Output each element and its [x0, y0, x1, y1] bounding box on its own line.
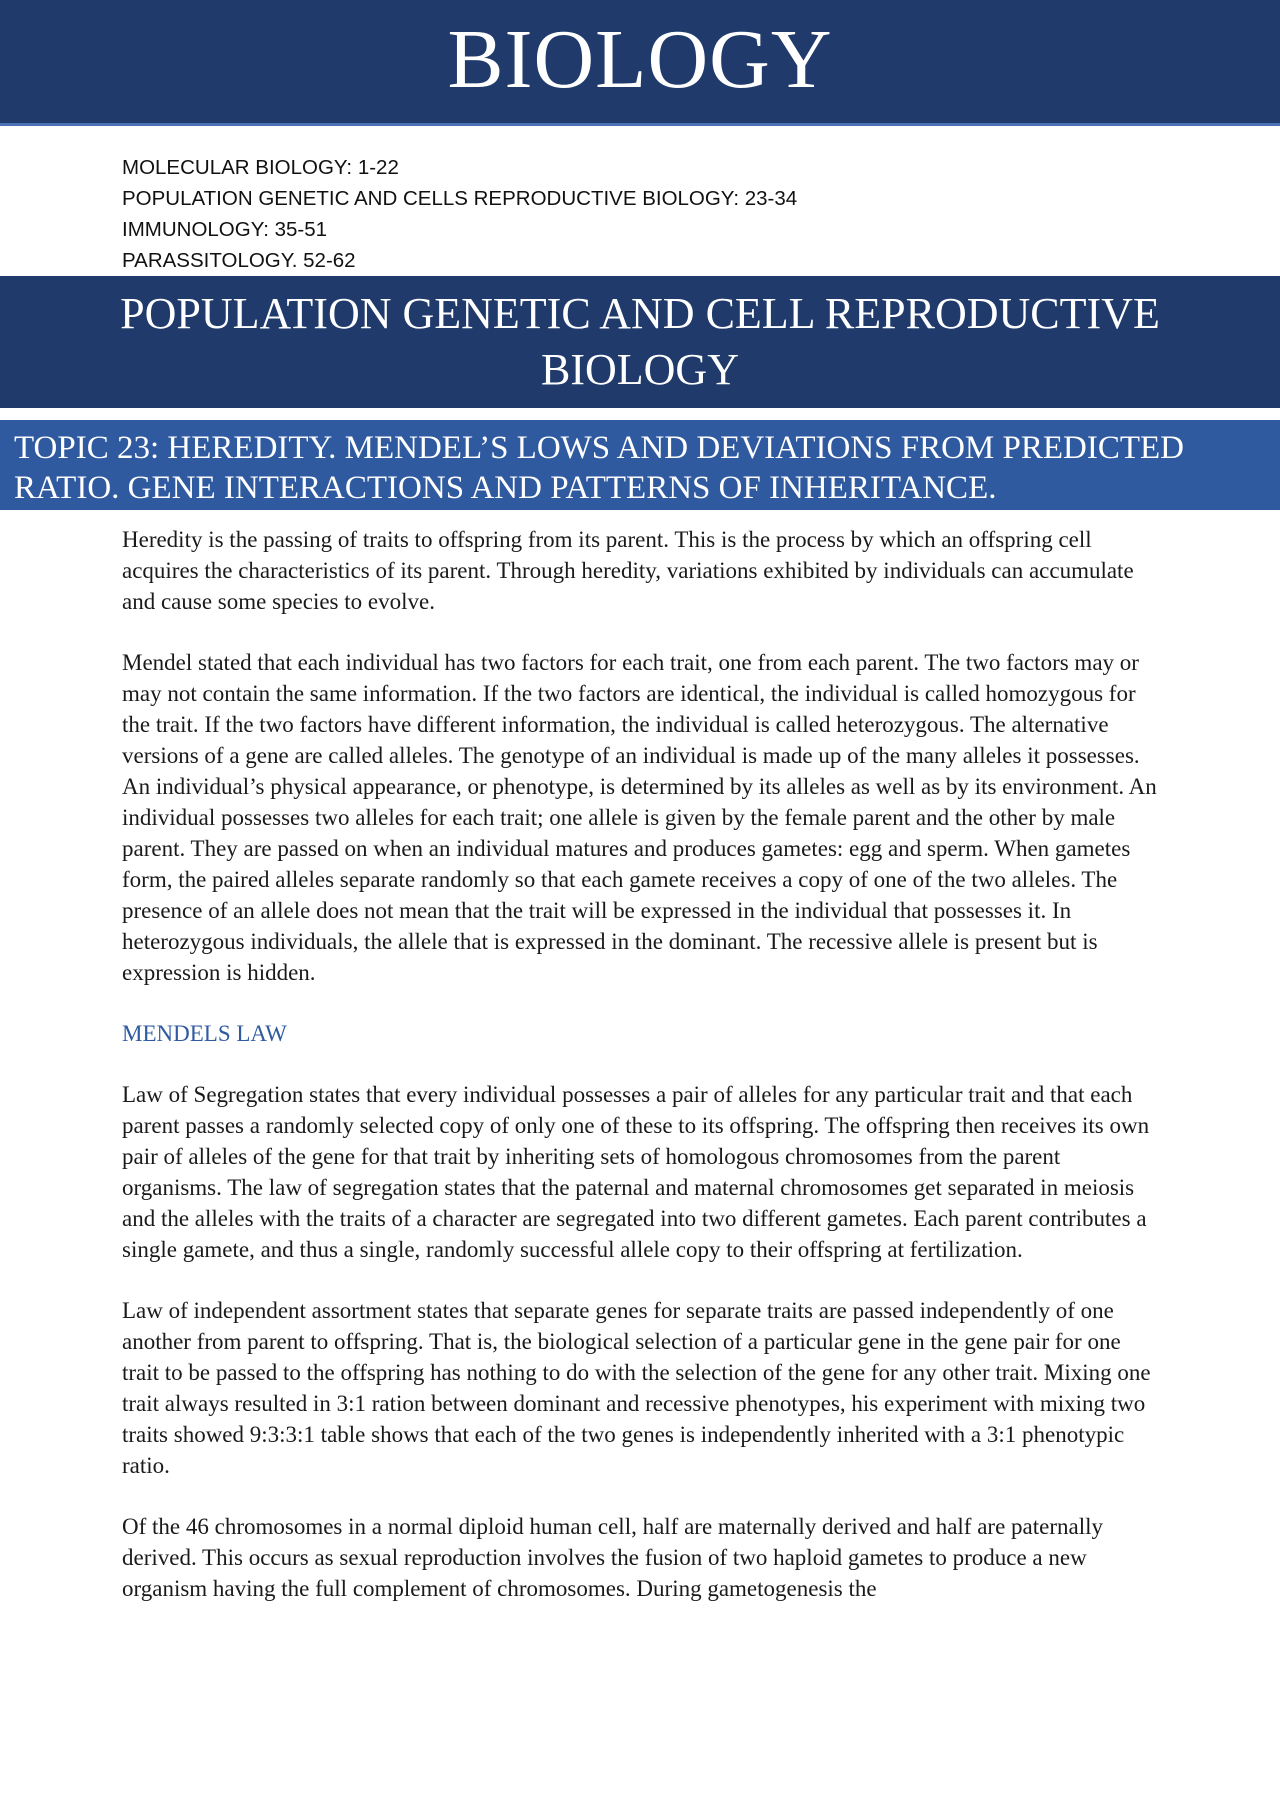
- section-title-line-2: BIOLOGY: [541, 345, 739, 394]
- paragraph-law-of-independent-assortment: Law of independent assortment states that separate genes for separate traits are passed independently of one another from parent to offspring. That is, the biological selection of a particular gene in the gene pair for one trait to be passed to the offspring has nothing to do with the selection of the gene for any other trait. Mixing one trait always resulted in 3:1 ration between dominant and recessive phenotypes, his experiment with mixing two traits showed 9:3:3:1 table shows that each of the two genes is independently inherited with a 3:1 phenotypic ratio.: [122, 1298, 1151, 1478]
- section-title-line-1: POPULATION GENETIC AND CELL REPRODUCTIVE: [120, 289, 1160, 338]
- subheading-mendels-law: MENDELS LAW: [122, 1021, 287, 1046]
- document-title-banner: [0, 0, 1280, 126]
- topic-heading: TOPIC 23: HEREDITY. MENDEL’S LOWS AND DEVIATIONS FROM PREDICTED RATIO. GENE INTERACTIONS AND PATTERNS OF INHERITANCE.: [14, 430, 1185, 506]
- toc-entry-immunology: IMMUNOLOGY: 35-51: [122, 218, 328, 241]
- paragraph-law-of-segregation: Law of Segregation states that every individual possesses a pair of alleles for any particular trait and that each parent passes a randomly selected copy of only one of these to its offspring. The offspring then receives its own pair of alleles of the gene for that trait by inheriting sets of homologous chromosomes from the parent organisms. The law of segregation states that the paternal and maternal chromosomes get separated in meiosis and the alleles with the traits of a character are segregated into two different gametes. Each parent contributes a single gamete, and thus a single, randomly successful allele copy to their offspring at fertilization.: [122, 1082, 1150, 1262]
- paragraph-heredity: Heredity is the passing of traits to offspring from its parent. This is the process by which an offspring cell acquires the characteristics of its parent. Through heredity, variations exhibited by individuals can accumulate and cause some species to evolve.: [122, 527, 1134, 614]
- section-title-banner: [0, 276, 1280, 408]
- toc-entry-population-genetic: POPULATION GENETIC AND CELLS REPRODUCTIVE BIOLOGY: 23-34: [122, 187, 798, 210]
- table-of-contents: [122, 152, 797, 276]
- paragraph-mendel-factors: Mendel stated that each individual has two factors for each trait, one from each parent. The two factors may or may not contain the same information. If the two factors are identical, the individual is called homozygous for the trait. If the two factors have different information, the individual is called heterozygous. The alternative versions of a gene are called alleles. The genotype of an individual is made up of the many alleles it possesses. An individual’s physical appearance, or phenotype, is determined by its alleles as well as by its environment. An individual possesses two alleles for each trait; one allele is given by the female parent and the other by male parent. They are passed on when an individual matures and produces gametes: egg and sperm. When gametes form, the paired alleles separate randomly so that each gamete receives a copy of one of the two alleles. The presence of an allele does not mean that the trait will be expressed in the individual that possesses it. In heterozygous individuals, the allele that is expressed in the dominant. The recessive allele is present but is expression is hidden.: [122, 650, 1157, 985]
- toc-entry-molecular-biology: MOLECULAR BIOLOGY: 1-22: [122, 156, 399, 179]
- document-title: BIOLOGY: [447, 13, 833, 106]
- body-content: [122, 524, 1162, 1634]
- toc-entry-parasitology: PARASSITOLOGY. 52-62: [122, 249, 356, 272]
- topic-heading-banner: [0, 420, 1280, 510]
- paragraph-chromosomes: Of the 46 chromosomes in a normal diploid human cell, half are maternally derived and half are paternally derived. This occurs as sexual reproduction involves the fusion of two haploid gametes to produce a new organism having the full complement of chromosomes. During gametogenesis the: [122, 1514, 1103, 1601]
